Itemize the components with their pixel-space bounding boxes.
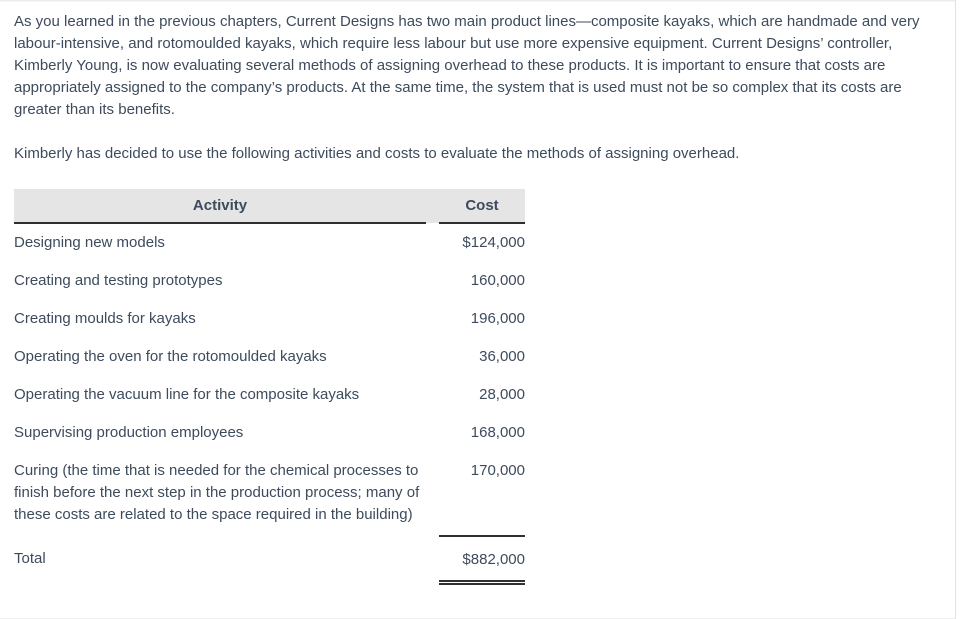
gap-cell (426, 300, 439, 338)
total-row (14, 536, 525, 583)
table-row (14, 338, 525, 376)
cost-cell: 28,000 (479, 386, 525, 403)
column-header-gap (426, 189, 439, 223)
activity-cost-table (14, 189, 525, 585)
activity-cell: Supervising production employees (14, 424, 244, 441)
total-cost-cell: $882,000 (439, 536, 525, 583)
activity-cell: Curing (the time that is needed for the chemical processes to finish before the next step in the production process; many of these costs are related to the space required in the building) (14, 462, 420, 523)
table-row (14, 376, 525, 414)
cost-cell: 160,000 (470, 272, 525, 289)
table-row (14, 262, 525, 300)
gap-cell (426, 376, 439, 414)
activity-cell: Operating the vacuum line for the composite kayaks (14, 386, 360, 403)
gap-cell (426, 536, 439, 583)
gap-cell (426, 414, 439, 452)
gap-cell (426, 262, 439, 300)
activity-cell: Operating the oven for the rotomoulded kayaks (14, 348, 327, 365)
gap-cell (426, 338, 439, 376)
cost-cell: 168,000 (470, 424, 525, 441)
cost-cell: 170,000 (439, 452, 525, 536)
intro-paragraph: As you learned in the previous chapters, Current Designs has two main product lines—composite kayaks, which are handmade and very labour-intensive, and rotomoulded kayaks, which require less labour but use more expensive equipment. Current Designs’ controller, Kimberly Young, is now evaluating several methods of assigning overhead to these products. It is important to ensure that costs are appropriately assigned to the company’s products. At the same time, the system that is used must not be so complex that its costs are greater than its benefits. (14, 13, 920, 118)
gap-cell (426, 223, 439, 262)
table-header-row (14, 189, 525, 223)
table-row (14, 452, 525, 536)
table-row (14, 414, 525, 452)
table-row (14, 223, 525, 262)
table-row (14, 300, 525, 338)
column-header-cost: Cost (439, 189, 525, 223)
activity-cell: Creating moulds for kayaks (14, 310, 196, 327)
page-top-edge (0, 0, 955, 2)
activity-cell: Designing new models (14, 234, 165, 251)
page-right-edge (955, 0, 956, 619)
instruction-paragraph: Kimberly has decided to use the following activities and costs to evaluate the methods of assigning overhead. (14, 145, 740, 162)
cost-cell: 36,000 (479, 348, 525, 365)
cost-cell: $124,000 (462, 234, 525, 251)
gap-cell (426, 452, 439, 536)
activity-cell: Creating and testing prototypes (14, 272, 223, 289)
total-label-cell: Total (14, 550, 46, 567)
table-body (14, 223, 525, 583)
column-header-activity: Activity (14, 189, 426, 223)
cost-cell: 196,000 (470, 310, 525, 327)
